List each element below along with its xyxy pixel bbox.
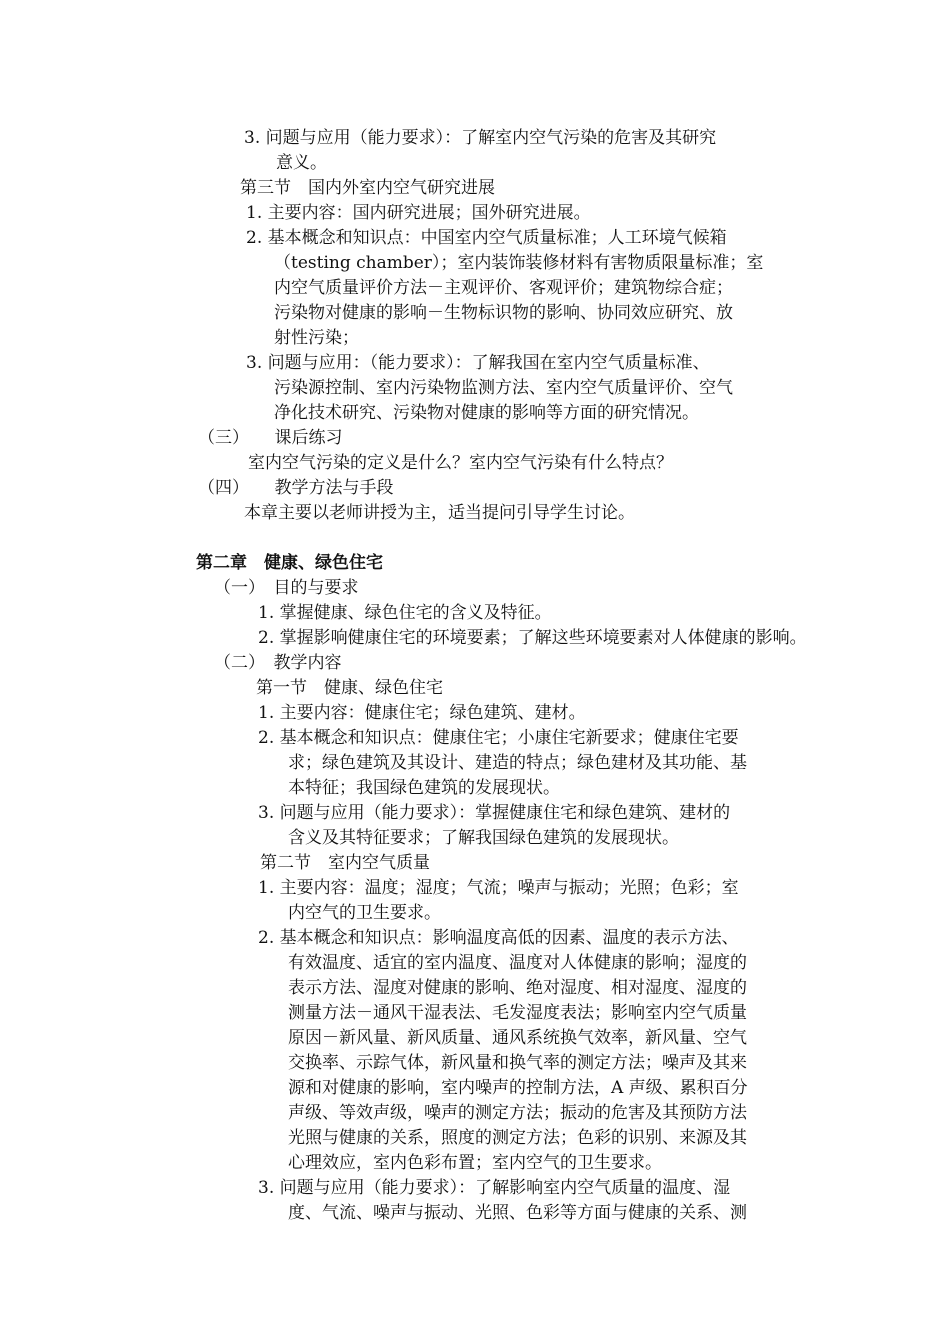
- ch1-s3-line: 2. 基本概念和知识点：中国室内空气质量标准；人工环境气候箱: [246, 228, 727, 248]
- ch1-s3-line: 污染物对健康的影响－生物标识物的影响、协同效应研究、放: [274, 303, 733, 323]
- ch1-s3-line: 1. 主要内容：国内研究进展；国外研究进展。: [246, 203, 591, 223]
- ch1-part4-heading: （四） 教学方法与手段: [198, 478, 394, 498]
- ch1-s3-line: 污染源控制、室内污染物监测方法、室内空气质量评价、空气: [274, 378, 733, 398]
- ch2-s2-line: 声级、等效声级，噪声的测定方法；振动的危害及其预防方法: [288, 1103, 747, 1123]
- ch2-s2-line: 3. 问题与应用（能力要求）：了解影响室内空气质量的温度、湿: [258, 1178, 731, 1198]
- ch2-s2-line: 交换率、示踪气体，新风量和换气率的测定方法；噪声及其来: [288, 1053, 747, 1073]
- ch2-s2-line: 测量方法－通风干湿表法、毛发湿度表法；影响室内空气质量: [288, 1003, 747, 1023]
- ch1-part3-text: 室内空气污染的定义是什么？室内空气污染有什么特点？: [248, 453, 673, 473]
- ch1-part4-text: 本章主要以老师讲授为主，适当提问引导学生讨论。: [244, 503, 635, 523]
- ch1-part3-heading: （三） 课后练习: [198, 428, 343, 448]
- ch2-s2-line: 有效温度、适宜的室内温度、温度对人体健康的影响；湿度的: [288, 953, 747, 973]
- ch2-s2-line: 源和对健康的影响，室内噪声的控制方法，A 声级、累积百分: [288, 1078, 748, 1098]
- ch2-s1-line: 含义及其特征要求；了解我国绿色建筑的发展现状。: [288, 828, 679, 848]
- chapter2-title: 第二章 健康、绿色住宅: [196, 553, 383, 573]
- ch2-s2-line: 2. 基本概念和知识点：影响温度高低的因素、温度的表示方法、: [258, 928, 739, 948]
- ch2-part1-heading: （一） 目的与要求: [214, 578, 359, 598]
- ch1-s2-item3-line1: 3. 问题与应用（能力要求）：了解室内空气污染的危害及其研究: [244, 128, 717, 148]
- ch2-s1-line: 2. 基本概念和知识点：健康住宅；小康住宅新要求；健康住宅要: [258, 728, 739, 748]
- ch2-section1-title: 第一节 健康、绿色住宅: [256, 678, 443, 698]
- ch2-s1-line: 1. 主要内容：健康住宅；绿色建筑、建材。: [258, 703, 586, 723]
- ch1-s3-line: 射性污染；: [274, 328, 359, 348]
- ch1-s3-line: 内空气质量评价方法－主观评价、客观评价；建筑物综合症；: [274, 278, 733, 298]
- ch1-s3-line: 净化技术研究、污染物对健康的影响等方面的研究情况。: [274, 403, 699, 423]
- ch2-s2-line: 表示方法、湿度对健康的影响、绝对湿度、相对湿度、湿度的: [288, 978, 747, 998]
- ch1-s2-item3-line2: 意义。: [276, 153, 327, 173]
- ch2-s2-line: 原因－新风量、新风质量、通风系统换气效率，新风量、空气: [288, 1028, 747, 1048]
- ch2-s2-line: 1. 主要内容：温度；湿度；气流；噪声与振动；光照；色彩；室: [258, 878, 739, 898]
- ch2-s1-line: 本特征；我国绿色建筑的发展现状。: [288, 778, 560, 798]
- ch1-section3-title: 第三节 国内外室内空气研究进展: [240, 178, 495, 198]
- ch1-s3-line: （testing chamber）；室内装饰装修材料有害物质限量标准；室: [274, 253, 764, 273]
- ch2-s1-line: 3. 问题与应用（能力要求）：掌握健康住宅和绿色建筑、建材的: [258, 803, 731, 823]
- ch2-s2-line: 内空气的卫生要求。: [288, 903, 441, 923]
- ch2-part1-item: 1. 掌握健康、绿色住宅的含义及特征。: [258, 603, 552, 623]
- ch2-s2-line: 光照与健康的关系，照度的测定方法；色彩的识别、来源及其: [288, 1128, 747, 1148]
- ch2-s2-line: 度、气流、噪声与振动、光照、色彩等方面与健康的关系、测: [288, 1203, 747, 1223]
- ch2-s1-line: 求；绿色建筑及其设计、建造的特点；绿色建材及其功能、基: [288, 753, 747, 773]
- ch2-part2-heading: （二） 教学内容: [214, 653, 342, 673]
- ch2-s2-line: 心理效应，室内色彩布置；室内空气的卫生要求。: [288, 1153, 662, 1173]
- ch2-section2-title: 第二节 室内空气质量: [260, 853, 430, 873]
- ch2-part1-item: 2. 掌握影响健康住宅的环境要素；了解这些环境要素对人体健康的影响。: [258, 628, 807, 648]
- ch1-s3-line: 3. 问题与应用：（能力要求）：了解我国在室内空气质量标准、: [246, 353, 710, 373]
